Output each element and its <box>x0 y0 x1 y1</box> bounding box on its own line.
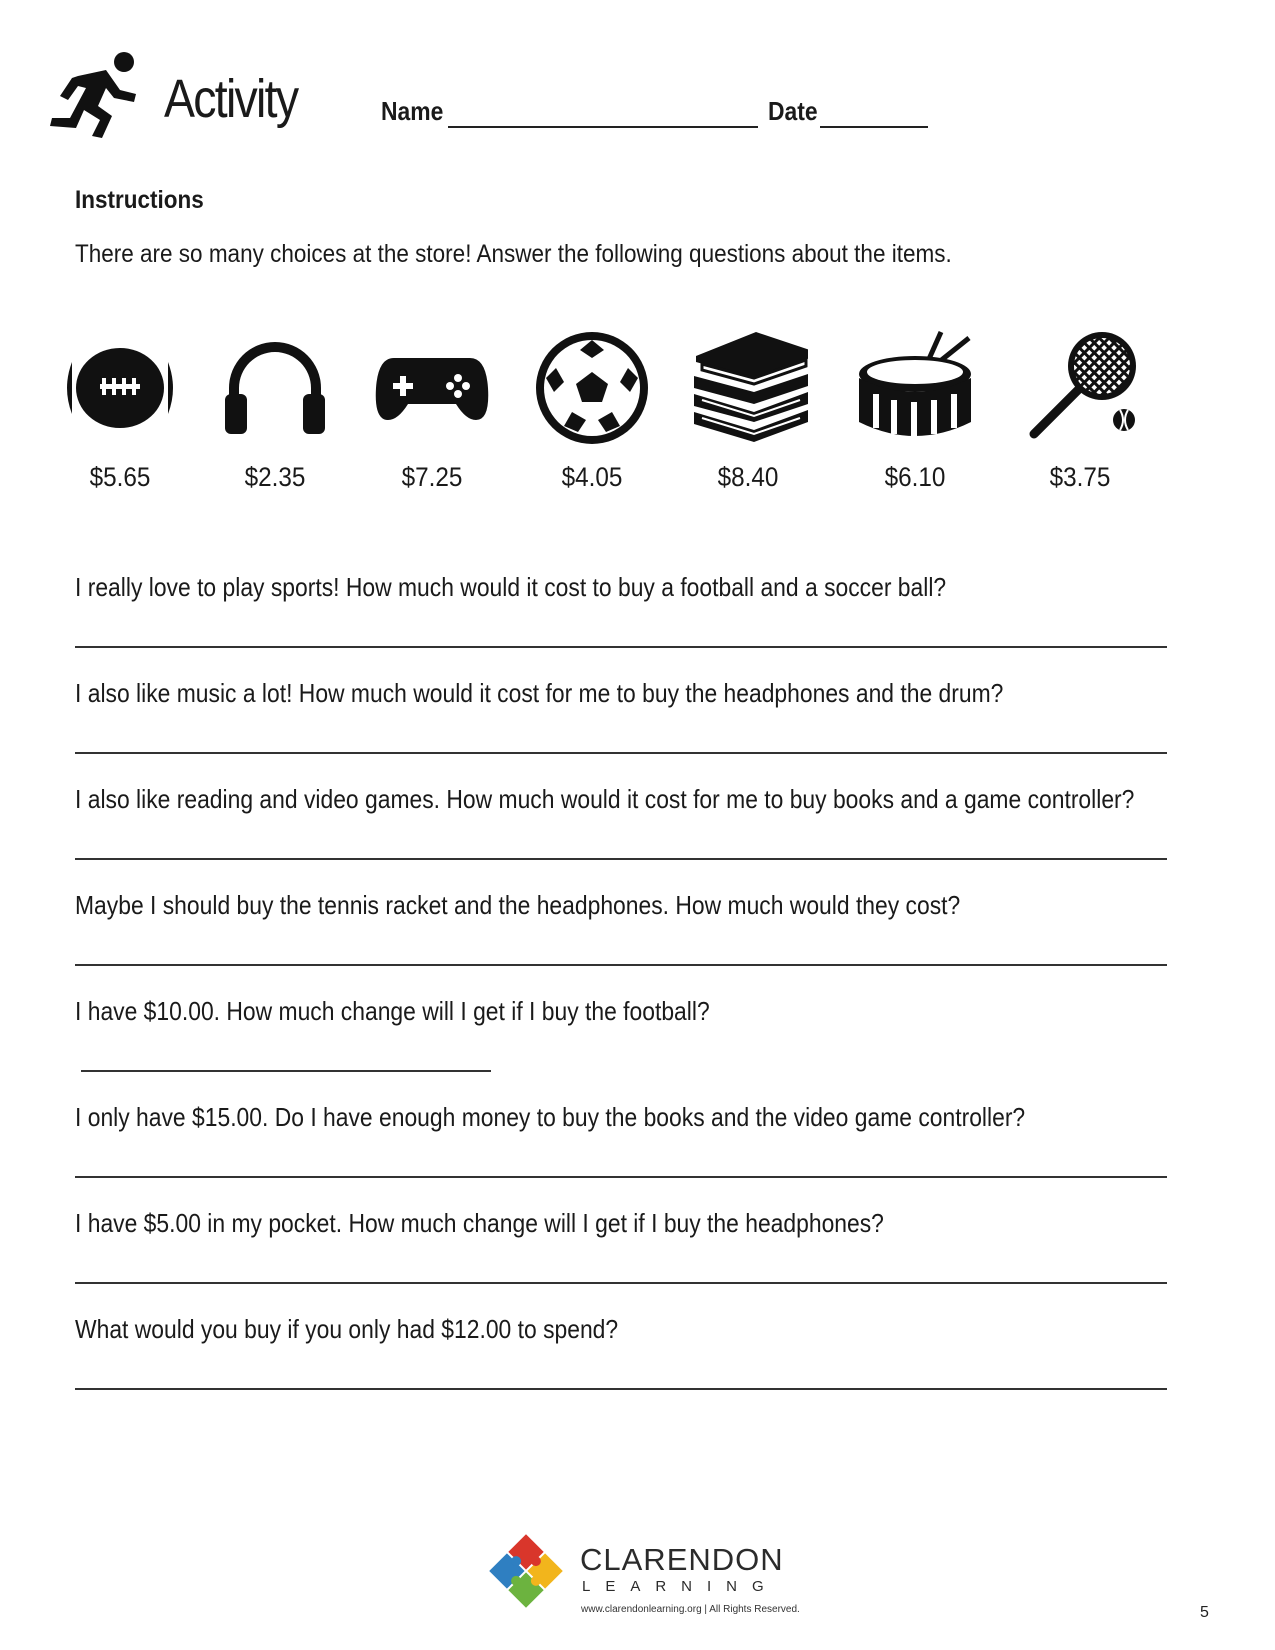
question-text: I also like reading and video games. How much would it cost for me to buy books and a game controller? <box>75 784 1135 814</box>
brand-url: www.clarendonlearning.org | All Rights Reserved. <box>581 1604 800 1615</box>
answer-line[interactable] <box>81 1070 491 1072</box>
question-7 <box>75 1208 1195 1316</box>
price-football: $5.65 <box>89 462 151 492</box>
question-3 <box>75 784 1195 892</box>
brand-name: CLARENDON <box>580 1542 784 1577</box>
football-icon <box>60 328 180 448</box>
price-headphones: $2.35 <box>244 462 306 492</box>
answer-line[interactable] <box>75 1176 1167 1178</box>
price-game-controller: $7.25 <box>401 462 463 492</box>
item-football <box>45 328 195 498</box>
price-drum: $6.10 <box>884 462 946 492</box>
question-text: I also like music a lot! How much would it cost for me to buy the headphones and the drum? <box>75 678 1004 708</box>
question-5 <box>75 996 1195 1104</box>
instructions-text: There are so many choices at the store! Answer the following questions about the items. <box>75 240 952 268</box>
game-controller-icon <box>372 328 492 448</box>
puzzle-logo-icon <box>486 1531 566 1611</box>
page-number: 5 <box>1200 1604 1209 1621</box>
books-icon <box>688 328 808 448</box>
page-title: Activity <box>164 69 298 129</box>
date-field[interactable] <box>820 126 928 128</box>
item-books <box>673 328 823 498</box>
item-headphones <box>200 328 350 498</box>
name-field[interactable] <box>448 126 758 128</box>
name-label: Name <box>381 96 444 126</box>
running-person-icon <box>48 50 144 138</box>
question-6 <box>75 1102 1195 1210</box>
item-tennis-racket <box>1005 328 1155 498</box>
price-tennis-racket: $3.75 <box>1049 462 1111 492</box>
date-label: Date <box>768 96 818 126</box>
answer-line[interactable] <box>75 752 1167 754</box>
answer-line[interactable] <box>75 646 1167 648</box>
question-text: What would you buy if you only had $12.00 to spend? <box>75 1314 619 1344</box>
answer-line[interactable] <box>75 858 1167 860</box>
drum-icon <box>855 328 975 448</box>
question-text: I really love to play sports! How much would it cost to buy a football and a soccer ball? <box>75 572 947 602</box>
price-soccer-ball: $4.05 <box>561 462 623 492</box>
price-books: $8.40 <box>717 462 779 492</box>
answer-line[interactable] <box>75 964 1167 966</box>
brand-subtitle: LEARNING <box>582 1578 779 1595</box>
question-1 <box>75 572 1195 680</box>
headphones-icon <box>215 328 335 448</box>
worksheet-header <box>48 48 1048 148</box>
item-soccer-ball <box>517 328 667 498</box>
answer-line[interactable] <box>75 1388 1167 1390</box>
question-text: I have $10.00. How much change will I get if I buy the football? <box>75 996 710 1026</box>
item-drum <box>840 328 990 498</box>
question-text: Maybe I should buy the tennis racket and the headphones. How much would they cost? <box>75 890 961 920</box>
store-items <box>40 328 1210 498</box>
soccer-ball-icon <box>532 328 652 448</box>
question-2 <box>75 678 1195 786</box>
answer-line[interactable] <box>75 1282 1167 1284</box>
question-8 <box>75 1314 1195 1422</box>
question-text: I only have $15.00. Do I have enough money to buy the books and the video game controller? <box>75 1102 1026 1132</box>
tennis-racket-icon <box>1020 328 1140 448</box>
question-text: I have $5.00 in my pocket. How much change will I get if I buy the headphones? <box>75 1208 884 1238</box>
question-4 <box>75 890 1195 998</box>
item-game-controller <box>357 328 507 498</box>
instructions-heading: Instructions <box>75 186 204 214</box>
